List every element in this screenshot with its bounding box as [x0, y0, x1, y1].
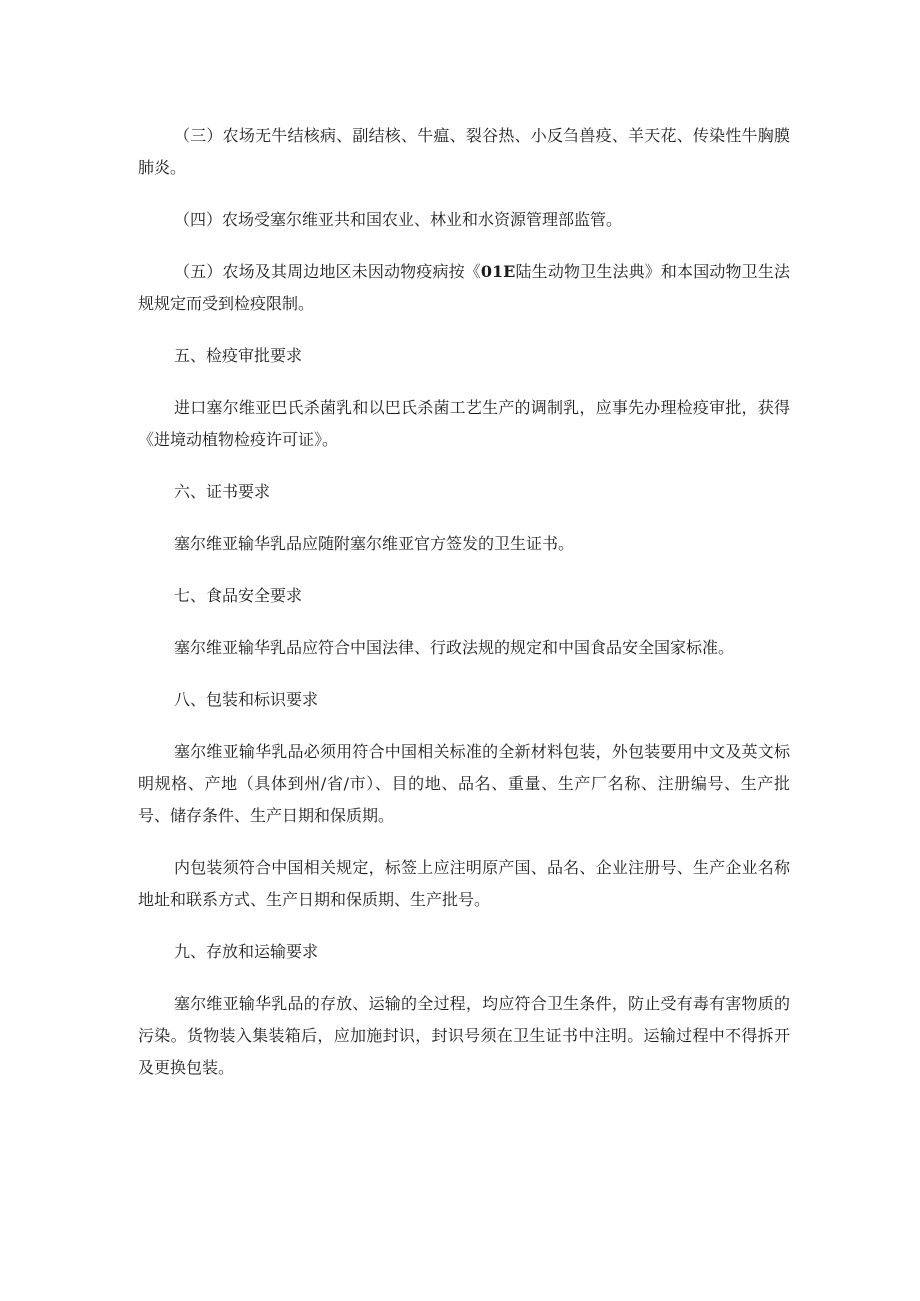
paragraph-text-before-code: （五）农场及其周边地区未因动物疫病按《 — [174, 262, 481, 281]
section-heading-certificate: 六、证书要求 — [174, 482, 271, 501]
section-heading-packaging-labeling: 八、包装和标识要求 — [174, 690, 319, 709]
document-body — [138, 120, 790, 1104]
paragraph-food-safety: 塞尔维亚输华乳品应符合中国法律、行政法规的规定和中国食品安全国家标准。 — [174, 638, 735, 657]
paragraph-inner-packaging: 内包装须符合中国相关规定，标签上应注明原产国、品名、企业注册号、生产企业名称地址和联系方式、生产日期和保质期、生产批号。 — [138, 858, 790, 909]
section-heading-quarantine-approval: 五、检疫审批要求 — [174, 346, 303, 365]
code-label: 01E — [480, 262, 516, 281]
paragraph-farm-supervision: （四）农场受塞尔维亚共和国农业、林业和水资源管理部监管。 — [174, 210, 623, 229]
paragraph-text-after-code: 陆生动物卫生法典》和本国动物卫生法规规定而受到检疫限制。 — [138, 262, 790, 313]
paragraph-farm-disease-free: （三）农场无牛结核病、副结核、牛瘟、裂谷热、小反刍兽疫、羊天花、传染性牛胸膜肺炎。 — [138, 126, 790, 177]
section-heading-storage-transport: 九、存放和运输要求 — [174, 942, 319, 961]
paragraph-farm-quarantine-restriction — [138, 256, 790, 320]
paragraph-outer-packaging: 塞尔维亚输华乳品必须用符合中国相关标准的全新材料包装，外包装要用中文及英文标明规格、产地（具体到州/省/市）、目的地、品名、重量、生产厂名称、注册编号、生产批号、储存条件、生产日期和保质期。 — [138, 742, 790, 825]
paragraph-quarantine-approval: 进口塞尔维亚巴氏杀菌乳和以巴氏杀菌工艺生产的调制乳，应事先办理检疫审批，获得《进境动植物检疫许可证》。 — [138, 398, 790, 449]
paragraph-certificate: 塞尔维亚输华乳品应随附塞尔维亚官方签发的卫生证书。 — [174, 534, 575, 553]
paragraph-storage-transport: 塞尔维亚输华乳品的存放、运输的全过程，均应符合卫生条件，防止受有毒有害物质的污染。货物装入集装箱后，应加施封识，封识号须在卫生证书中注明。运输过程中不得拆开及更换包装。 — [138, 994, 790, 1077]
section-heading-food-safety: 七、食品安全要求 — [174, 586, 303, 605]
